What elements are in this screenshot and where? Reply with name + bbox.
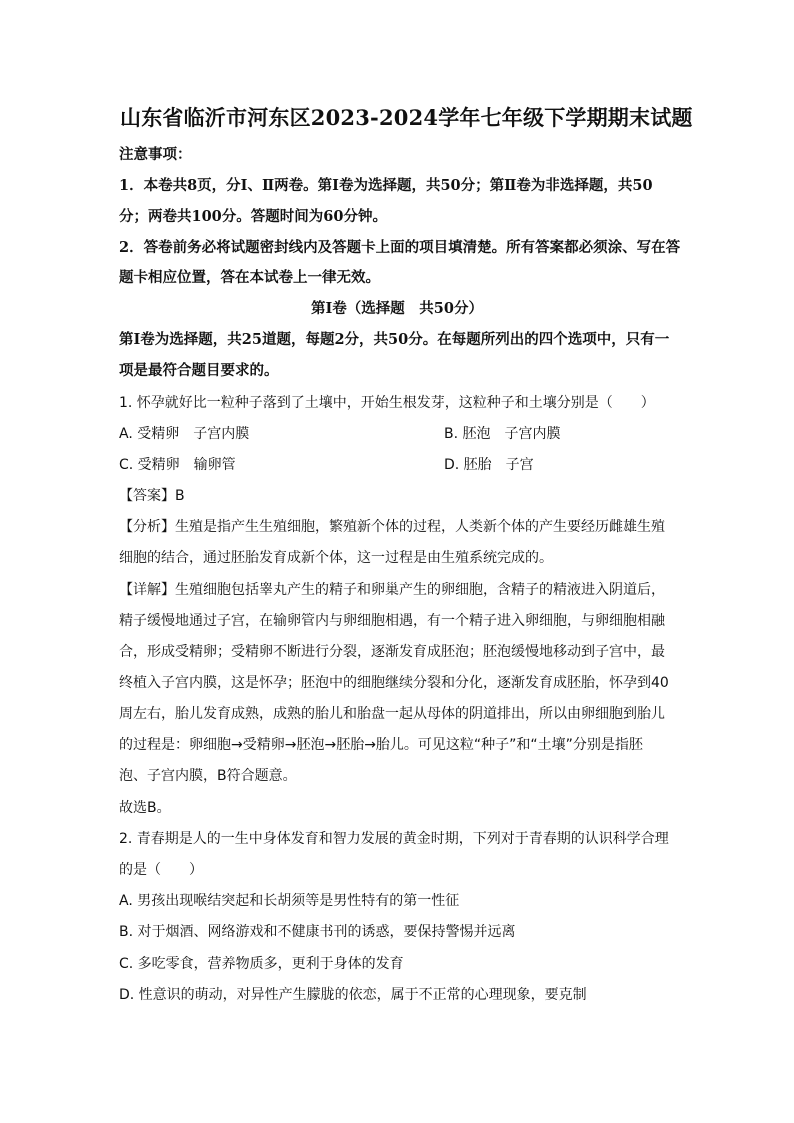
section-intro-line-1: 第Ⅰ卷为选择题，共25道题，每题2分，共50分。在每题所列出的四个选项中，只有一 — [119, 331, 670, 348]
notice-item-1-line-1: 1．本卷共8页，分Ⅰ、Ⅱ两卷。第Ⅰ卷为选择题，共50分；第Ⅱ卷为非选择题，共50 — [119, 177, 653, 194]
question-1-detail-line-5: 周左右，胎儿发育成熟，成熟的胎儿和胎盘一起从母体的阴道排出，所以由卵细胞到胎儿 — [119, 706, 665, 722]
notice-item-1-line-2: 分；两卷共100分。答题时间为60分钟。 — [119, 208, 387, 225]
question-1-analysis-line-1: 【分析】生殖是指产生生殖细胞，繁殖新个体的过程，人类新个体的产生要经历雌雄生殖 — [119, 519, 665, 535]
question-2-option-d: D. 性意识的萌动，对异性产生朦胧的依恋，属于不正常的心理现象，要克制 — [119, 987, 587, 1003]
question-1-option-b: B. 胚泡 子宫内膜 — [444, 426, 561, 442]
question-1-detail-line-7: 泡、子宫内膜，B符合题意。 — [119, 768, 297, 784]
question-1-answer: 【答案】B — [119, 488, 185, 504]
section-heading: 第Ⅰ卷（选择题 共50分） — [311, 300, 483, 317]
question-2-option-b: B. 对于烟酒、网络游戏和不健康书刊的诱惑，要保持警惕并远离 — [119, 924, 516, 940]
page-title: 山东省临沂市河东区2023-2024学年七年级下学期期末试题 — [120, 105, 693, 130]
section-intro-line-2: 项是最符合题目要求的。 — [119, 362, 279, 379]
question-2-stem-line-2: 的是（ ） — [119, 862, 203, 878]
question-1-option-d: D. 胚胎 子宫 — [444, 457, 534, 473]
question-1-detail-line-6: 的过程是：卵细胞→受精卵→胚泡→胚胎→胎儿。可见这粒“种子”和“土壤”分别是指胚 — [119, 737, 643, 753]
question-1-option-c: C. 受精卵 输卵管 — [119, 457, 236, 473]
question-2-stem-line-1: 2. 青春期是人的一生中身体发育和智力发展的黄金时期，下列对于青春期的认识科学合理 — [119, 831, 669, 847]
question-1-stem: 1. 怀孕就好比一粒种子落到了土壤中，开始生根发芽，这粒种子和土壤分别是（ ） — [119, 395, 655, 411]
question-1-detail-line-4: 终植入子宫内膜，这是怀孕；胚泡中的细胞继续分裂和分化，逐渐发育成胚胎，怀孕到40 — [119, 675, 669, 691]
question-1-detail-line-2: 精子缓慢地通过子宫，在输卵管内与卵细胞相遇，有一个精子进入卵细胞，与卵细胞相融 — [119, 613, 665, 629]
question-2-option-a: A. 男孩出现喉结突起和长胡须等是男性特有的第一性征 — [119, 893, 460, 909]
notice-heading: 注意事项： — [119, 146, 192, 163]
notice-item-2-line-2: 题卡相应位置，答在本试卷上一律无效。 — [119, 269, 380, 286]
notice-item-2-line-1: 2．答卷前务必将试题密封线内及答题卡上面的项目填清楚。所有答案都必须涂、写在答 — [119, 239, 681, 256]
question-1-analysis-line-2: 细胞的结合，通过胚胎发育成新个体，这一过程是由生殖系统完成的。 — [119, 550, 553, 566]
question-1-detail-line-1: 【详解】生殖细胞包括睾丸产生的精子和卵巢产生的卵细胞，含精子的精液进入阴道后， — [119, 582, 665, 598]
question-1-option-a: A. 受精卵 子宫内膜 — [119, 426, 250, 442]
question-1-detail-line-3: 合，形成受精卵；受精卵不断进行分裂，逐渐发育成胚泡；胚泡缓慢地移动到子宫中，最 — [119, 644, 665, 660]
question-1-conclusion: 故选B。 — [119, 800, 171, 816]
question-2-option-c: C. 多吃零食，营养物质多，更利于身体的发育 — [119, 956, 404, 972]
